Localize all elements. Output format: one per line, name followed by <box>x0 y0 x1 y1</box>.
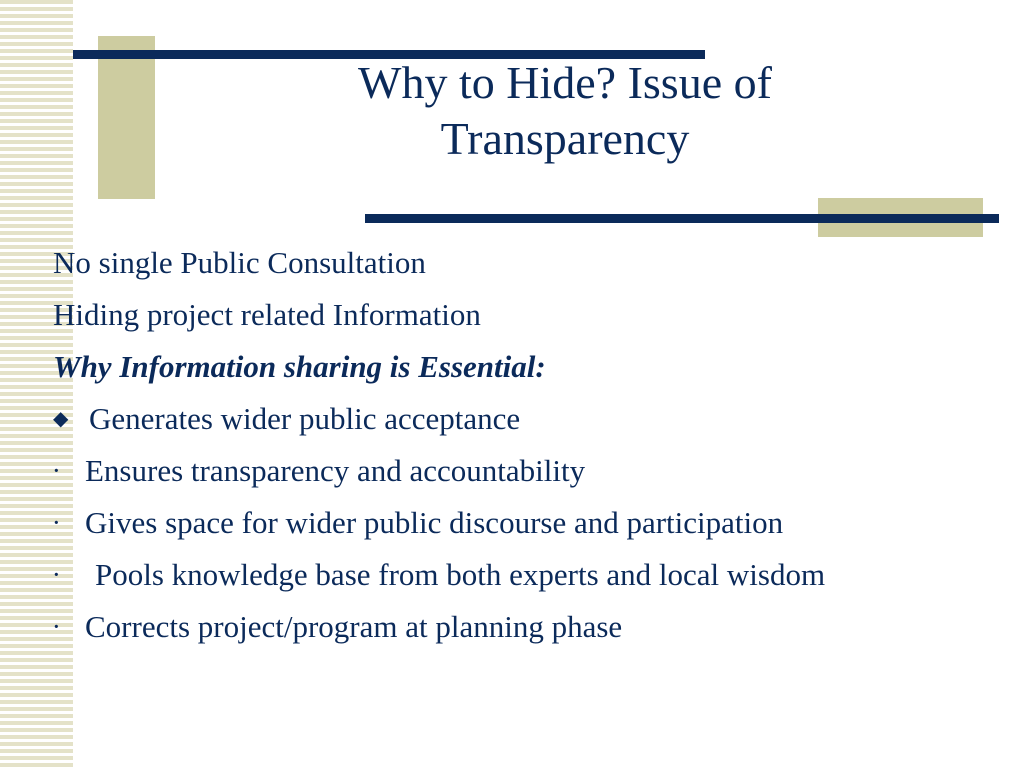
dot-bullet-icon: · <box>53 460 60 482</box>
bottom-accent-bar <box>365 214 999 223</box>
slide-title-line-1: Why to Hide? Issue of <box>358 57 772 108</box>
bullet-item <box>53 452 1003 490</box>
bullet-item <box>53 556 1003 594</box>
slide-body <box>53 244 1003 660</box>
bullet-text: Corrects project/program at planning phase <box>85 609 623 644</box>
diamond-bullet-icon: ◆ <box>53 408 69 430</box>
body-heading-essential: Why Information sharing is Essential: <box>53 349 546 384</box>
bullet-item <box>53 608 1003 646</box>
bullet-text: Ensures transparency and accountability <box>85 453 586 488</box>
bullet-text: Pools knowledge base from both experts and local wisdom <box>95 557 826 592</box>
left-accent-block <box>98 36 155 199</box>
bullet-item <box>53 504 1003 542</box>
slide-title <box>300 55 830 167</box>
slide-title-line-2: Transparency <box>440 113 690 164</box>
body-line-consultation: No single Public Consultation <box>53 245 426 280</box>
dot-bullet-icon: · <box>53 616 60 638</box>
dot-bullet-icon: · <box>53 564 60 586</box>
body-line-hiding-info: Hiding project related Information <box>53 297 481 332</box>
dot-bullet-icon: · <box>53 512 60 534</box>
bullet-text: Gives space for wider public discourse and participation <box>85 505 784 540</box>
bullet-text: Generates wider public acceptance <box>89 401 521 436</box>
bullet-item <box>53 400 1003 438</box>
